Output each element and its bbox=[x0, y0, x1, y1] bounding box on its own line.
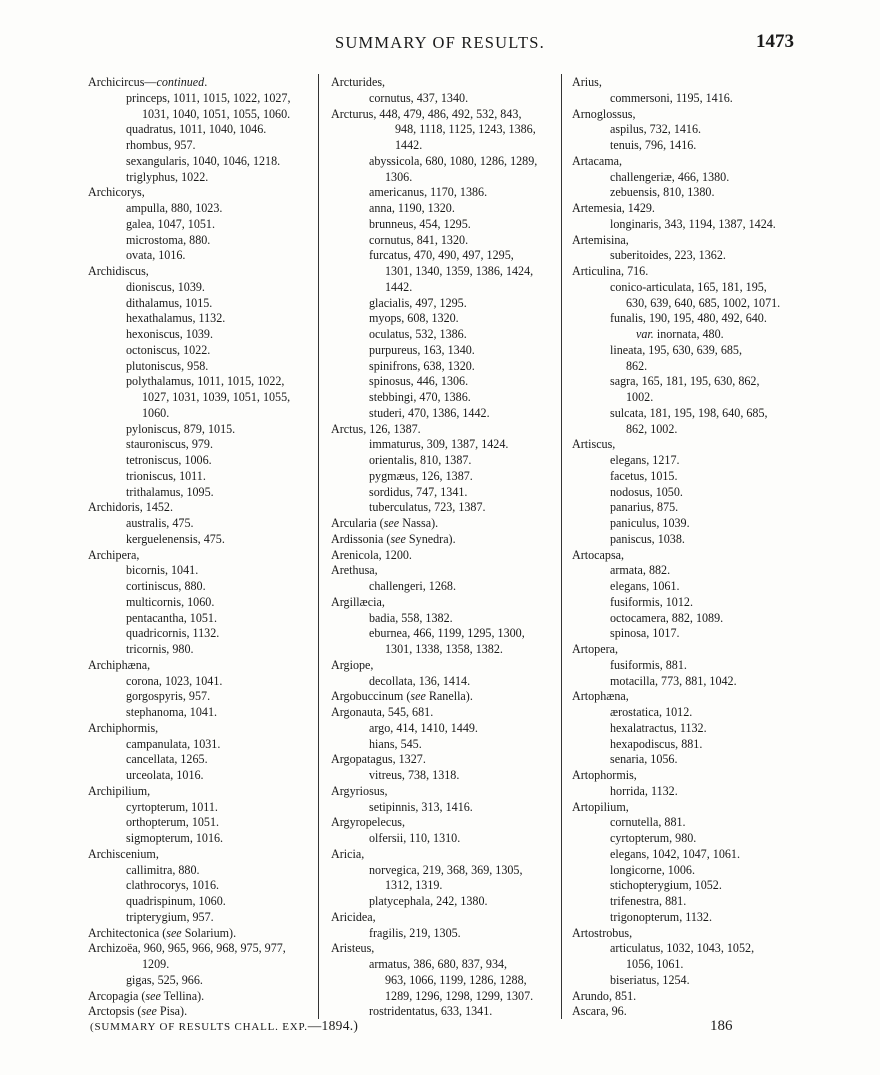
index-entry-line: urceolata, 1016. bbox=[126, 768, 204, 782]
index-entry-line: gigas, 525, 966. bbox=[126, 972, 203, 987]
index-entry-line: microstoma, 880. bbox=[126, 232, 211, 247]
index-entry-line: cyrtopterum, 1011. bbox=[126, 799, 218, 814]
index-entry-line: pyloniscus, 879, 1015. bbox=[126, 421, 236, 436]
index-entry-heading: Artopilium, bbox=[572, 799, 629, 814]
index-entry-line: quadricornis, 1132. bbox=[126, 626, 220, 641]
index-entry-line: polythalamus, 1011, 1015, 1022, bbox=[126, 374, 285, 389]
index-entry-heading: Argillæcia, bbox=[331, 594, 385, 609]
index-entry-line: quadrispinum, 1060. bbox=[126, 894, 226, 908]
index-entry-line: rostridentatus, 633, 1341. bbox=[369, 1004, 493, 1019]
index-entry-line: 1027, 1031, 1039, 1051, 1055, bbox=[142, 390, 291, 404]
running-header-title: SUMMARY OF RESULTS. bbox=[334, 33, 545, 52]
index-entry-heading: Archicircus—continued. bbox=[88, 75, 208, 89]
index-entry-line: kerguelenensis, 475. bbox=[126, 531, 225, 546]
index-column-3 bbox=[572, 75, 802, 1020]
index-entry-heading: Arcturides, bbox=[331, 75, 386, 89]
index-entry-heading: Artopera, bbox=[572, 642, 619, 656]
index-entry-line: sexangularis, 1040, 1046, 1218. bbox=[126, 153, 281, 168]
index-entry-line: biseriatus, 1254. bbox=[610, 972, 690, 987]
index-entry-line: multicornis, 1060. bbox=[126, 594, 215, 609]
index-entry-line: badia, 558, 1382. bbox=[369, 610, 453, 625]
index-entry-heading: Artemesia, 1429. bbox=[572, 201, 655, 215]
index-entry-heading: Archicorys, bbox=[88, 185, 145, 200]
index-entry-line: 1060. bbox=[142, 405, 170, 420]
index-entry-line: dioniscus, 1039. bbox=[126, 279, 205, 294]
index-entry-line: tuberculatus, 723, 1387. bbox=[369, 500, 486, 515]
index-entry-line: nodosus, 1050. bbox=[610, 484, 683, 499]
index-entry-line: setipinnis, 313, 1416. bbox=[369, 799, 473, 814]
index-entry-line: campanulata, 1031. bbox=[126, 736, 221, 751]
index-entry-heading: Artophormis, bbox=[572, 768, 637, 782]
index-entry-line: trithalamus, 1095. bbox=[126, 484, 214, 499]
index-entry-line: 1442. bbox=[385, 279, 413, 294]
index-entry-heading: Archidiscus, bbox=[88, 264, 149, 278]
index-entry-line: tetroniscus, 1006. bbox=[126, 453, 212, 467]
index-entry-line: oculatus, 532, 1386. bbox=[369, 327, 467, 341]
index-entry-heading: Ascara, 96. bbox=[572, 1004, 627, 1019]
index-entry-line: clathrocorys, 1016. bbox=[126, 878, 220, 893]
index-entry-line: longinaris, 343, 1194, 1387, 1424. bbox=[610, 216, 776, 231]
index-entry-heading: Arctopsis (see Pisa). bbox=[88, 1004, 188, 1019]
index-entry-line: paniscus, 1038. bbox=[610, 531, 685, 546]
index-entry-line: dithalamus, 1015. bbox=[126, 295, 213, 310]
index-entry-line: fusiformis, 881. bbox=[610, 657, 687, 672]
index-entry-line: longicorne, 1006. bbox=[610, 862, 695, 877]
index-entry-line: tricornis, 980. bbox=[126, 642, 194, 656]
index-entry-heading: Aricidea, bbox=[331, 909, 376, 924]
index-entry-line: 1209. bbox=[142, 957, 170, 971]
index-entry-line: horrida, 1132. bbox=[610, 783, 678, 798]
index-entry-line: lineata, 195, 630, 639, 685, bbox=[610, 342, 743, 357]
index-entry-heading: Archiphormis, bbox=[88, 720, 159, 735]
index-entry-line: sulcata, 181, 195, 198, 640, 685, bbox=[610, 405, 768, 420]
index-entry-line: motacilla, 773, 881, 1042. bbox=[610, 673, 737, 688]
index-entry-line: spinifrons, 638, 1320. bbox=[369, 358, 475, 373]
index-entry-heading: Argopatagus, 1327. bbox=[331, 752, 426, 767]
index-entry-line: galea, 1047, 1051. bbox=[126, 216, 216, 231]
index-entry-line: olfersii, 110, 1310. bbox=[369, 831, 461, 845]
index-entry-line: callimitra, 880. bbox=[126, 862, 200, 877]
index-entry-heading: Archiscenium, bbox=[88, 846, 159, 861]
index-entry-line: triglyphus, 1022. bbox=[126, 169, 209, 184]
index-entry-line: facetus, 1015. bbox=[610, 468, 678, 483]
column-rule-2 bbox=[561, 74, 562, 1019]
index-entry-line: sagra, 165, 181, 195, 630, 862, bbox=[610, 374, 760, 389]
index-entry-line: fragilis, 219, 1305. bbox=[369, 925, 461, 940]
index-entry-line: armata, 882. bbox=[610, 563, 671, 578]
index-entry-line: ovata, 1016. bbox=[126, 248, 186, 263]
index-column-1 bbox=[88, 75, 313, 1020]
index-entry-heading: Artiscus, bbox=[572, 437, 616, 452]
index-entry-line: myops, 608, 1320. bbox=[369, 311, 459, 326]
index-entry-line: funalis, 190, 195, 480, 492, 640. bbox=[610, 311, 767, 326]
index-column-2 bbox=[331, 75, 551, 1020]
index-entry-line: trioniscus, 1011. bbox=[126, 468, 206, 483]
index-entry-line: 630, 639, 640, 685, 1002, 1071. bbox=[626, 295, 781, 310]
index-entry-heading: Arcopagia (see Tellina). bbox=[88, 988, 205, 1003]
index-entry-heading: Artacama, bbox=[572, 153, 623, 168]
index-entry-line: hexathalamus, 1132. bbox=[126, 311, 226, 326]
index-entry-line: stebbingi, 470, 1386. bbox=[369, 390, 471, 404]
index-entry-heading: Arcularia (see Nassa). bbox=[331, 516, 439, 530]
index-entry-line: 948, 1118, 1125, 1243, 1386, bbox=[395, 122, 536, 137]
index-entry-heading: Artophæna, bbox=[572, 689, 629, 704]
index-entry-line: 1031, 1040, 1051, 1055, 1060. bbox=[142, 106, 291, 121]
index-entry-line: elegans, 1061. bbox=[610, 579, 680, 593]
index-entry-line: var. inornata, 480. bbox=[636, 327, 724, 341]
index-entry-heading: Archizoëa, 960, 965, 966, 968, 975, 977, bbox=[88, 941, 286, 956]
index-entry-line: hexoniscus, 1039. bbox=[126, 327, 214, 341]
index-entry-line: americanus, 1170, 1386. bbox=[369, 185, 488, 200]
index-entry-line: cornutus, 437, 1340. bbox=[369, 90, 469, 105]
index-entry-heading: Arethusa, bbox=[331, 563, 378, 578]
index-entry-line: armatus, 386, 680, 837, 934, bbox=[369, 957, 508, 971]
index-entry-heading: Arundo, 851. bbox=[572, 988, 637, 1003]
index-entry-line: senaria, 1056. bbox=[610, 752, 678, 767]
index-entry-heading: Argyriosus, bbox=[331, 783, 388, 798]
index-entry-line: orientalis, 810, 1387. bbox=[369, 453, 472, 467]
index-entry-line: rhombus, 957. bbox=[126, 138, 196, 152]
index-entry-line: aspilus, 732, 1416. bbox=[610, 122, 702, 137]
column-rule-1 bbox=[318, 74, 319, 1019]
index-entry-line: conico-articulata, 165, 181, 195, bbox=[610, 279, 767, 294]
index-entry-heading: Articulina, 716. bbox=[572, 264, 649, 278]
index-entry-line: anna, 1190, 1320. bbox=[369, 201, 455, 215]
index-entry-line: paniculus, 1039. bbox=[610, 516, 690, 530]
index-entry-line: commersoni, 1195, 1416. bbox=[610, 90, 733, 105]
index-entry-line: 862. bbox=[626, 358, 648, 373]
index-entry-line: brunneus, 454, 1295. bbox=[369, 216, 471, 231]
index-entry-line: articulatus, 1032, 1043, 1052, bbox=[610, 941, 755, 956]
index-entry-line: challengeriæ, 466, 1380. bbox=[610, 169, 730, 184]
index-entry-line: 1289, 1296, 1298, 1299, 1307. bbox=[385, 988, 534, 1003]
index-entry-line: decollata, 136, 1414. bbox=[369, 673, 471, 688]
index-entry-heading: Arnoglossus, bbox=[572, 106, 636, 121]
footer-note bbox=[90, 1018, 358, 1034]
index-entry-line: argo, 414, 1410, 1449. bbox=[369, 720, 478, 735]
index-entry-heading: Argiope, bbox=[331, 657, 374, 672]
index-entry-line: pentacantha, 1051. bbox=[126, 610, 218, 625]
index-entry-line: corona, 1023, 1041. bbox=[126, 673, 223, 688]
index-entry-line: stichopterygium, 1052. bbox=[610, 878, 722, 893]
index-entry-line: cornutella, 881. bbox=[610, 815, 686, 830]
index-entry-heading: Archidoris, 1452. bbox=[88, 500, 173, 515]
index-entry-line: 963, 1066, 1199, 1286, 1288, bbox=[385, 972, 527, 987]
index-entry-line: quadratus, 1011, 1040, 1046. bbox=[126, 122, 267, 137]
index-entry-line: cancellata, 1265. bbox=[126, 752, 208, 767]
index-entry-heading: Artostrobus, bbox=[572, 925, 633, 940]
index-entry-line: zebuensis, 810, 1380. bbox=[610, 185, 715, 200]
index-entry-heading: Aricia, bbox=[331, 846, 365, 861]
index-entry-heading: Archiphæna, bbox=[88, 657, 151, 672]
index-entry-line: elegans, 1217. bbox=[610, 453, 680, 467]
index-entry-line: cyrtopterum, 980. bbox=[610, 831, 697, 845]
index-entry-line: 1306. bbox=[385, 169, 413, 184]
index-entry-heading: Arctus, 126, 1387. bbox=[331, 421, 421, 436]
index-entry-line: sordidus, 747, 1341. bbox=[369, 484, 468, 499]
footer-note-year: —1894.) bbox=[307, 1018, 359, 1033]
index-entry-line: hians, 545. bbox=[369, 736, 422, 751]
index-entry-line: tripterygium, 957. bbox=[126, 909, 214, 924]
index-entry-line: purpureus, 163, 1340. bbox=[369, 342, 475, 357]
index-entry-line: ampulla, 880, 1023. bbox=[126, 201, 223, 215]
index-entry-line: norvegica, 219, 368, 369, 1305, bbox=[369, 862, 523, 877]
index-entry-heading: Aristeus, bbox=[331, 941, 375, 956]
index-entry-line: challengeri, 1268. bbox=[369, 579, 456, 593]
index-entry-heading: Artemisina, bbox=[572, 232, 629, 247]
index-entry-line: spinosa, 1017. bbox=[610, 626, 680, 641]
index-entry-line: vitreus, 738, 1318. bbox=[369, 768, 460, 782]
index-entry-line: abyssicola, 680, 1080, 1286, 1289, bbox=[369, 153, 538, 168]
index-entry-line: cornutus, 841, 1320. bbox=[369, 232, 469, 247]
index-entry-line: eburnea, 466, 1199, 1295, 1300, bbox=[369, 626, 525, 641]
index-entry-line: hexapodiscus, 881. bbox=[610, 736, 703, 751]
index-entry-line: orthopterum, 1051. bbox=[126, 815, 220, 830]
index-entry-heading: Arenicola, 1200. bbox=[331, 547, 412, 562]
index-entry-line: octoniscus, 1022. bbox=[126, 342, 211, 357]
index-entry-heading: Artocapsa, bbox=[572, 547, 625, 562]
index-entry-line: 1301, 1340, 1359, 1386, 1424, bbox=[385, 264, 534, 278]
index-entry-line: octocamera, 882, 1089. bbox=[610, 610, 724, 625]
index-entry-heading: Architectonica (see Solarium). bbox=[88, 925, 237, 940]
index-entry-line: sigmopterum, 1016. bbox=[126, 831, 224, 845]
index-entry-line: stauroniscus, 979. bbox=[126, 437, 214, 452]
index-entry-line: immaturus, 309, 1387, 1424. bbox=[369, 437, 509, 452]
index-entry-line: furcatus, 470, 490, 497, 1295, bbox=[369, 248, 514, 263]
index-entry-heading: Archipera, bbox=[88, 547, 140, 562]
index-entry-line: 1301, 1338, 1358, 1382. bbox=[385, 642, 503, 656]
index-entry-heading: Argonauta, 545, 681. bbox=[331, 705, 434, 719]
index-entry-line: 1002. bbox=[626, 390, 654, 404]
index-entry-heading: Ardissonia (see Synedra). bbox=[331, 531, 456, 546]
index-entry-line: 1442. bbox=[395, 138, 423, 152]
index-entry-line: fusiformis, 1012. bbox=[610, 594, 693, 609]
index-entry-line: trigonopterum, 1132. bbox=[610, 909, 712, 924]
index-entry-heading: Arcturus, 448, 479, 486, 492, 532, 843, bbox=[331, 106, 522, 121]
signature-mark: 186 bbox=[710, 1018, 733, 1034]
index-entry-line: 1312, 1319. bbox=[385, 878, 443, 893]
index-entry-line: hexalatractus, 1132. bbox=[610, 720, 707, 735]
index-entry-line: australis, 475. bbox=[126, 516, 194, 530]
index-entry-line: panarius, 875. bbox=[610, 500, 679, 515]
index-entry-line: plutoniscus, 958. bbox=[126, 358, 209, 373]
index-entry-heading: Arius, bbox=[572, 75, 602, 89]
index-entry-line: 1056, 1061. bbox=[626, 957, 684, 971]
index-entry-line: gorgospyris, 957. bbox=[126, 689, 211, 704]
index-entry-line: suberitoides, 223, 1362. bbox=[610, 248, 726, 263]
index-entry-heading: Argyropelecus, bbox=[331, 815, 405, 830]
index-entry-heading: Argobuccinum (see Ranella). bbox=[331, 689, 473, 704]
index-entry-line: glacialis, 497, 1295. bbox=[369, 295, 467, 310]
index-entry-line: studeri, 470, 1386, 1442. bbox=[369, 405, 490, 420]
index-entry-line: 862, 1002. bbox=[626, 421, 678, 436]
index-entry-line: tenuis, 796, 1416. bbox=[610, 138, 697, 152]
index-entry-line: cortiniscus, 880. bbox=[126, 579, 206, 593]
index-entry-line: platycephala, 242, 1380. bbox=[369, 894, 488, 908]
index-entry-line: pygmæus, 126, 1387. bbox=[369, 468, 473, 483]
index-entry-line: stephanoma, 1041. bbox=[126, 705, 218, 719]
index-entry-line: bicornis, 1041. bbox=[126, 563, 199, 578]
index-entry-line: princeps, 1011, 1015, 1022, 1027, bbox=[126, 90, 291, 105]
index-entry-line: spinosus, 446, 1306. bbox=[369, 374, 469, 389]
index-entry-line: ærostatica, 1012. bbox=[610, 705, 693, 719]
index-entry-line: trifenestra, 881. bbox=[610, 894, 687, 908]
index-entry-line: elegans, 1042, 1047, 1061. bbox=[610, 846, 740, 861]
index-entry-heading: Archipilium, bbox=[88, 783, 151, 798]
footer-note-smallcaps: (SUMMARY OF RESULTS CHALL. EXP. bbox=[90, 1021, 308, 1033]
page-number: 1473 bbox=[756, 31, 794, 52]
